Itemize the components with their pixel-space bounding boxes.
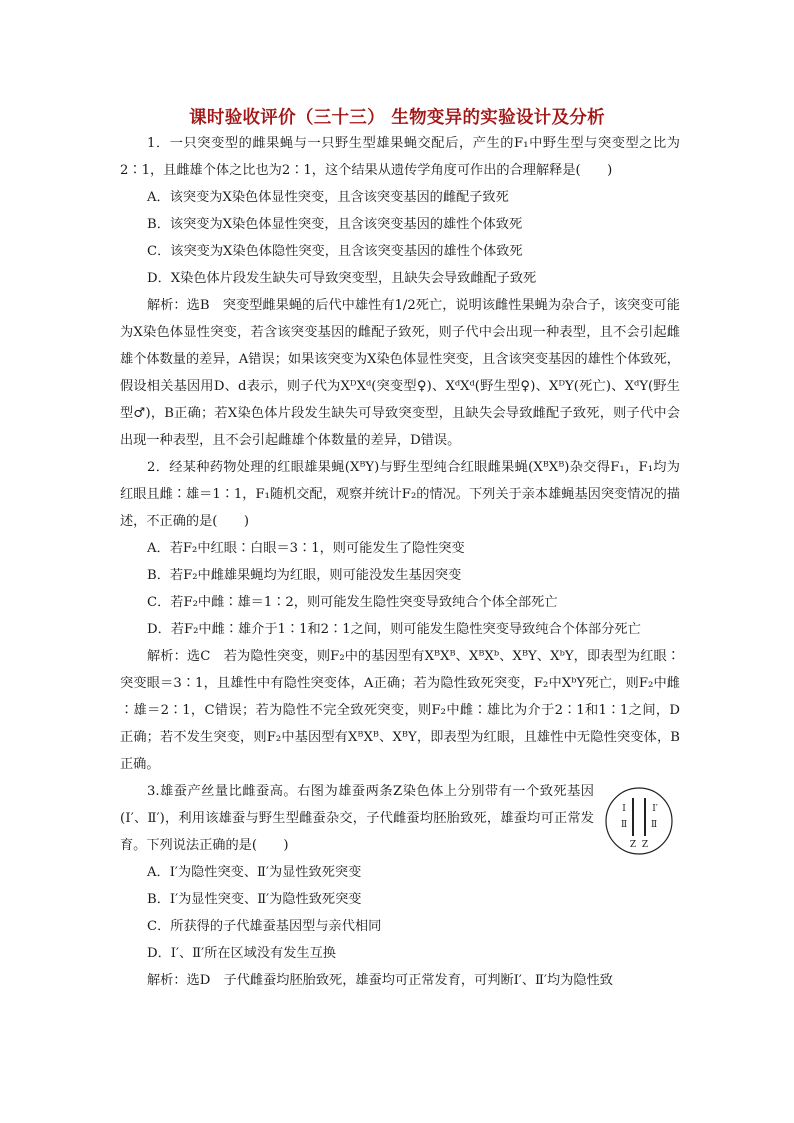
question-2-option-b: B．若F₂中雌雄果蝇均为红眼，则可能没发生基因突变 xyxy=(147,568,462,583)
left-chromosome-z-label: Z xyxy=(629,840,637,850)
question-2-option-c: C．若F₂中雌∶雄＝1∶2，则可能发生隐性突变导致纯合个体全部死亡 xyxy=(147,595,558,610)
question-2-stem: 2．经某种药物处理的红眼雄果蝇(XᴮY)与野生型纯合红眼雌果蝇(XᴮXᴮ)杂交得F₁，F₁均为红眼且雌∶雄＝1∶1，F₁随机交配，观察并统计F₂的情况。下列关于亲本雄蝇基因突变情况的描述，不正确的是( ) xyxy=(120,460,680,529)
question-3-option-d: D．Ⅰ′、Ⅱ′所在区域没有发生互换 xyxy=(147,946,336,961)
question-3-option-c: C．所获得的子代雄蚕基因型与亲代相同 xyxy=(147,919,382,934)
page-title: 课时验收评价（三十三） 生物变异的实验设计及分析 xyxy=(189,108,605,128)
question-1-option-b: B．该突变为X染色体显性突变，且含该突变基因的雄性个体致死 xyxy=(147,217,523,232)
question-3-option-b: B．Ⅰ′为显性突变、Ⅱ′为隐性致死突变 xyxy=(147,892,362,907)
question-1-analysis: 解析：选B 突变型雌果蝇的后代中雄性有1/2死亡，说明该雌性果蝇为杂合子，该突变可能为X染色体显性突变，若含该突变基因的雌配子致死，则子代中会出现一种表型，且不会引起雌雄个体数量的差异，A错误；如果该突变为X染色体显性突变，且含该突变基因的雄性个体致死，假设相关基因用D、d表示，则子代为XᴰXᵈ(突变型♀)、XᵈXᵈ(野生型♀)、XᴰY(死亡)、XᵈY(野生型♂)，B正确；若X染色体片段发生缺失可导致突变型，且缺失会导致雌配子致死，则子代中会出现一种表型，且不会引起雌雄个体数量的差异，D错误。 xyxy=(120,298,680,448)
chromosome-figure xyxy=(604,786,674,856)
question-1-option-c: C．该突变为X染色体隐性突变，且含该突变基因的雄性个体致死 xyxy=(147,244,523,259)
question-3-block xyxy=(120,778,680,859)
right-chromosome-z-label: Z xyxy=(641,840,649,850)
question-2-option-d: D．若F₂中雌∶雄介于1∶1和2∶1之间，则可能发生隐性突变导致纯合个体部分死亡 xyxy=(147,622,641,637)
question-3-stem: 3.雄蚕产丝量比雌蚕高。右图为雄蚕两条Z染色体上分别带有一个致死基因(Ⅰ′、Ⅱ′)，利用该雄蚕与野生型雌蚕杂交，子代雌蚕均胚胎致死，雄蚕均可正常发育。下列说法正确的是( ) xyxy=(120,784,594,853)
question-2-analysis: 解析：选C 若为隐性突变，则F₂中的基因型有XᴮXᴮ、XᴮXᵇ、XᴮY、XᵇY，即表型为红眼∶突变眼＝3∶1，且雄性中有隐性突变体，A正确；若为隐性致死突变，F₂中XᵇY死亡，则F₂中雌∶雄＝2∶1，C错误；若为隐性不完全致死突变，则F₂中雌∶雄比为介于2∶1和1∶1之间，D正确；若不发生突变，则F₂中基因型有XᴮXᴮ、XᴮY，即表型为红眼，且雄性中无隐性突变体，B正确。 xyxy=(120,649,680,772)
question-1-stem: 1．一只突变型的雌果蝇与一只野生型雄果蝇交配后，产生的F₁中野生型与突变型之比为2∶1，且雌雄个体之比也为2∶1，这个结果从遗传学角度可作出的合理解释是( ) xyxy=(120,136,680,178)
question-2-option-a: A．若F₂中红眼∶白眼＝3∶1，则可能发生了隐性突变 xyxy=(147,541,465,556)
question-1-option-a: A．该突变为X染色体显性突变，且含该突变基因的雌配子致死 xyxy=(147,190,509,205)
right-locus-ii-label: Ⅱ xyxy=(650,820,658,830)
question-3-analysis: 解析：选D 子代雌蚕均胚胎致死，雄蚕均可正常发育，可判断Ⅰ′、Ⅱ′均为隐性致 xyxy=(147,973,613,988)
question-3-option-a: A．Ⅰ′为隐性突变、Ⅱ′为显性致死突变 xyxy=(147,865,362,880)
figure-outline xyxy=(606,788,672,854)
right-locus-i-prime-label: Ⅰ′ xyxy=(652,804,658,814)
left-locus-i-label: Ⅰ xyxy=(622,804,626,814)
question-1-option-d: D．X染色体片段发生缺失可导致突变型，且缺失会导致雌配子致死 xyxy=(147,271,537,286)
document-body xyxy=(120,130,680,994)
left-locus-ii-label: Ⅱ xyxy=(620,820,628,830)
